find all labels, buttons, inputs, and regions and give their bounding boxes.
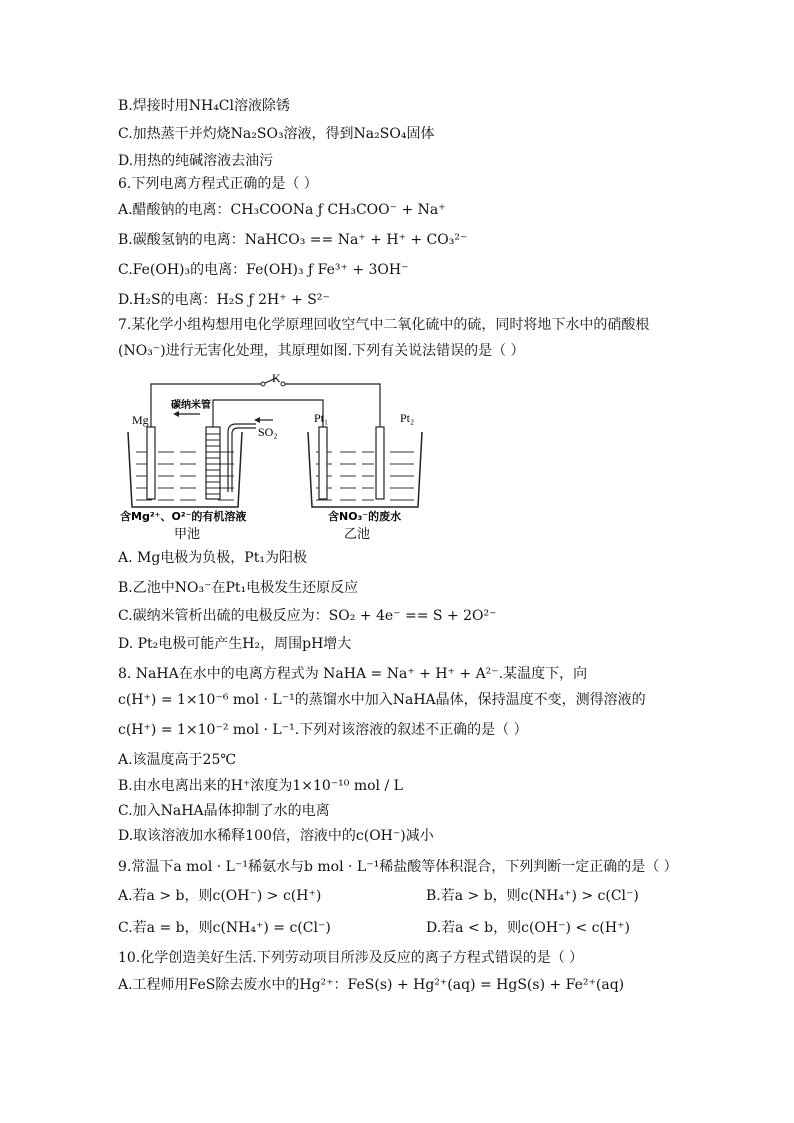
option-10a: A.工程师用FeS除去废水中的Hg²⁺：FeS(s) + Hg²⁺(aq) = HgS(s) + Fe²⁺(aq) [118, 977, 625, 993]
option-9c: C.若a = b，则c(NH₄⁺) = c(Cl⁻) [118, 920, 331, 936]
left-solution-label: 含Mg²⁺、O²⁻的有机溶液 [120, 510, 247, 523]
option-7c: C.碳纳米管析出硫的电极反应为：SO₂ + 4e⁻ == S + 2O²⁻ [118, 608, 497, 624]
question-8-line3: c(H⁺) = 1×10⁻² mol · L⁻¹.下列对该溶液的叙述不正确的是（ ） [118, 722, 528, 738]
option-6c: C.Fe(OH)₃的电离：Fe(OH)₃ ƒ Fe³⁺ + 3OH⁻ [118, 262, 409, 278]
option-9a: A.若a > b，则c(OH⁻) > c(H⁺) [118, 888, 322, 904]
question-9: 9.常温下a mol · L⁻¹稀氨水与b mol · L⁻¹稀盐酸等体积混合，下列判断一定正确的是（ ） [118, 859, 678, 875]
so2-label: SO₂ [258, 425, 278, 439]
option-5c: C.加热蒸干并灼烧Na₂SO₃溶液，得到Na₂SO₄固体 [118, 126, 435, 142]
option-8a: A.该温度高于25℃ [118, 752, 237, 768]
option-5d: D.用热的纯碱溶液去油污 [118, 153, 274, 169]
option-8c: C.加入NaHA晶体抑制了水的电离 [118, 803, 330, 819]
question-6: 6.下列电离方程式正确的是（ ） [118, 176, 318, 192]
electrolysis-diagram [118, 372, 438, 542]
question-10: 10.化学创造美好生活.下列劳动项目所涉及反应的离子方程式错误的是（ ） [118, 950, 584, 966]
nanotube-label: 碳纳米管 [171, 400, 211, 411]
question-8-line1: 8. NaHA在水中的电离方程式为 NaHA = Na⁺ + H⁺ + A²⁻.某温度下，向 [118, 666, 588, 682]
option-5b: B.焊接时用NH₄Cl溶液除锈 [118, 98, 290, 114]
option-6d: D.H₂S的电离：H₂S ƒ 2H⁺ + S²⁻ [118, 292, 330, 308]
mg-label: Mg [132, 413, 149, 427]
option-8b: B.由水电离出来的H⁺浓度为1×10⁻¹⁰ mol / L [118, 778, 403, 794]
option-7d: D. Pt₂电极可能产生H₂，周围pH增大 [118, 636, 352, 652]
left-cell-caption: 甲池 [174, 527, 201, 542]
option-8d: D.取该溶液加水稀释100倍，溶液中的c(OH⁻)减小 [118, 828, 434, 844]
option-7a: A. Mg电极为负极，Pt₁为阳极 [118, 550, 307, 566]
question-7-line2: (NO₃⁻)进行无害化处理，其原理如图.下列有关说法错误的是（ ） [118, 343, 525, 359]
option-9b: B.若a > b，则c(NH₄⁺) > c(Cl⁻) [426, 888, 639, 904]
option-9d: D.若a < b，则c(OH⁻) < c(H⁺) [426, 920, 630, 936]
option-6a: A.醋酸钠的电离：CH₃COONa ƒ CH₃COO⁻ + Na⁺ [118, 202, 446, 218]
question-7-line1: 7.某化学小组构想用电化学原理回收空气中二氧化硫中的硫，同时将地下水中的硝酸根 [118, 317, 650, 333]
pt2-label: Pt₂ [400, 411, 415, 425]
pt1-label: Pt₁ [314, 411, 329, 425]
right-cell-caption: 乙池 [344, 527, 371, 542]
option-7b: B.乙池中NO₃⁻在Pt₁电极发生还原反应 [118, 580, 359, 596]
right-solution-label: 含NO₃⁻的废水 [328, 510, 402, 523]
question-8-line2: c(H⁺) = 1×10⁻⁶ mol · L⁻¹的蒸馏水中加入NaHA晶体，保持温度不变，测得溶液的 [118, 692, 646, 708]
option-6b: B.碳酸氢钠的电离：NaHCO₃ == Na⁺ + H⁺ + CO₃²⁻ [118, 232, 468, 248]
switch-label: K [272, 372, 281, 385]
